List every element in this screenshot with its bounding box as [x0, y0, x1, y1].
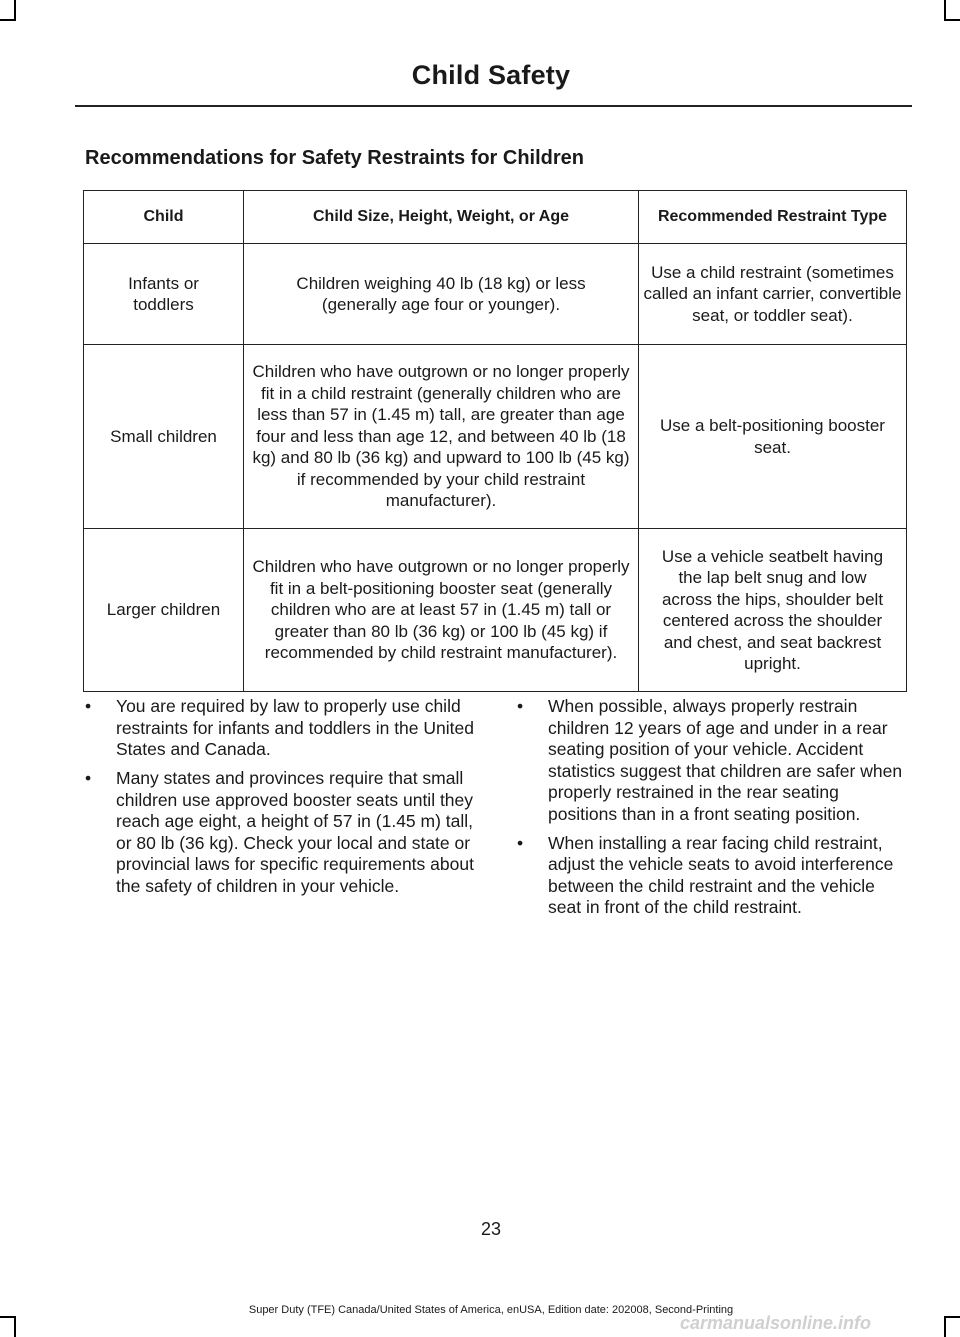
cell-child: Larger children	[84, 529, 244, 692]
restraints-table	[83, 190, 907, 692]
cell-size: Children who have outgrown or no longer properly fit in a belt-positioning booster seat (generally children who are at least 57 in (1.45 m) tall or greater than 80 lb (36 kg) or 100 lb (45 kg) if recommended by child restraint manufacturer).	[244, 529, 639, 692]
bullet-text: When possible, always properly restrain children 12 years of age and under in a rear seating position of your vehicle. Accident statistics suggest that children are safer when properly restrained in the rear seating positions than in a front seating position.	[548, 696, 903, 824]
page-number: 23	[480, 1219, 502, 1239]
cell-child: Infants or toddlers	[84, 244, 244, 345]
crop-mark	[0, 19, 16, 21]
cell-child: Small children	[84, 345, 244, 529]
list-item	[517, 833, 909, 919]
crop-mark	[944, 1316, 960, 1318]
cell-size: Children who have outgrown or no longer properly fit in a child restraint (generally children who are less than 57 in (1.45 m) tall, are greater than age four and less than age 12, and between 40 lb (18 kg) and 80 lb (36 kg) and upward to 100 lb (45 kg) if recommended by your child restraint manufacturer).	[244, 345, 639, 529]
page-header-title: Child Safety	[411, 60, 571, 90]
cell-restraint: Use a belt-positioning booster seat.	[639, 345, 907, 529]
watermark: carmanualsonline.info	[680, 1313, 872, 1333]
cell-restraint: Use a vehicle seatbelt having the lap belt snug and low across the hips, shoulder belt centered across the shoulder and chest, and seat backrest upright.	[639, 529, 907, 692]
cell-size: Children weighing 40 lb (18 kg) or less (generally age four or younger).	[244, 244, 639, 345]
bullet-marker: •	[517, 696, 524, 716]
table-row	[84, 529, 907, 692]
list-item	[85, 768, 477, 897]
column-header-restraint: Recommended Restraint Type	[639, 191, 907, 244]
table-row	[84, 244, 907, 345]
bullet-column-right	[517, 696, 909, 926]
cell-restraint: Use a child restraint (sometimes called an infant carrier, convertible seat, or toddler seat).	[639, 244, 907, 345]
header-divider	[75, 105, 912, 107]
bullet-text: You are required by law to properly use child restraints for infants and toddlers in the United States and Canada.	[116, 696, 474, 759]
table-header-row	[84, 191, 907, 244]
bullet-column-left	[85, 696, 477, 905]
crop-mark	[944, 19, 960, 21]
bullet-marker: •	[85, 768, 92, 788]
crop-mark	[14, 0, 16, 20]
bullet-text: When installing a rear facing child restraint, adjust the vehicle seats to avoid interference between the child restraint and the vehicle seat in front of the child restraint.	[548, 832, 894, 917]
section-title: Recommendations for Safety Restraints for Children	[85, 147, 584, 169]
table-row	[84, 345, 907, 529]
crop-mark	[944, 0, 946, 20]
bullet-marker: •	[85, 696, 92, 716]
bullet-text: Many states and provinces require that small children use approved booster seats until they reach age eight, a height of 57 in (1.45 m) tall, or 80 lb (36 kg). Check your local and state or provincial laws for specific requirements about the safety of children in your vehicle.	[116, 768, 474, 896]
page-footer: Super Duty (TFE) Canada/United States of America, enUSA, Edition date: 202008, Second-Printing	[248, 1304, 734, 1316]
column-header-size: Child Size, Height, Weight, or Age	[244, 191, 639, 244]
crop-mark	[0, 1316, 16, 1318]
crop-mark	[944, 1317, 946, 1337]
list-item	[85, 696, 477, 761]
crop-mark	[14, 1317, 16, 1337]
list-item	[517, 696, 909, 825]
bullet-marker: •	[517, 832, 524, 853]
column-header-child: Child	[84, 191, 244, 244]
